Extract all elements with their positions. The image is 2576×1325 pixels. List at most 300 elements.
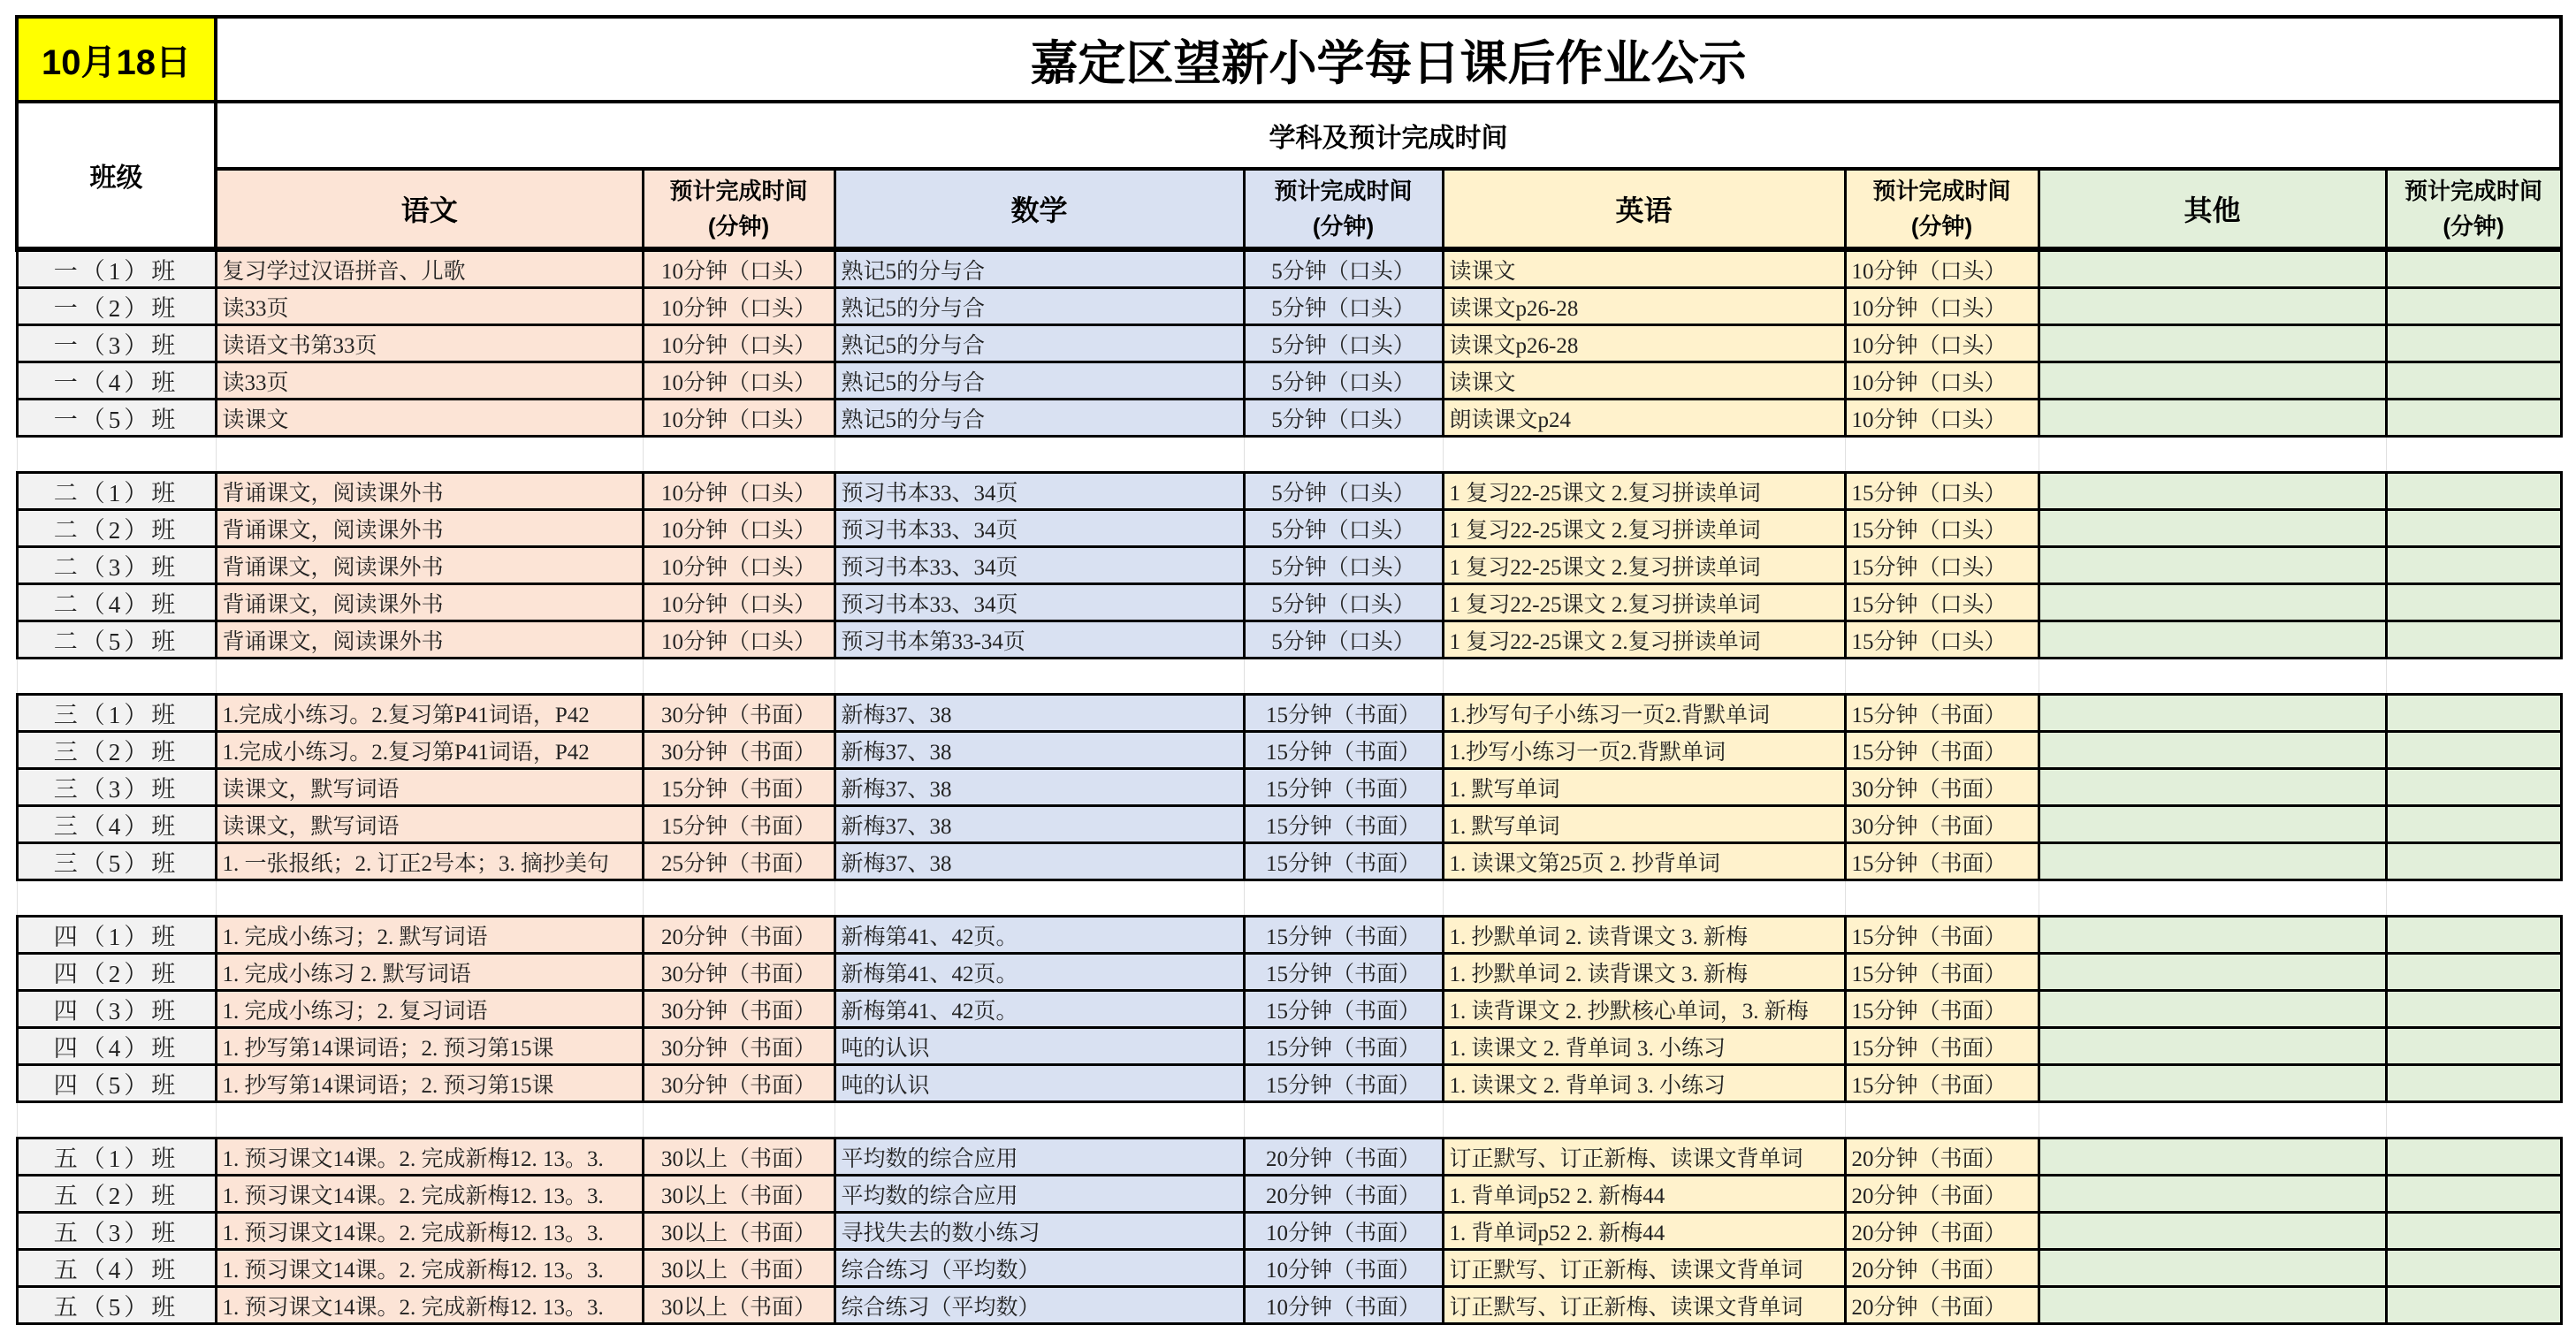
class-cell[interactable]: 一（3）班 [17, 325, 216, 362]
empty-cell [643, 659, 835, 695]
chinese-time[interactable]: 30以上（书面） [643, 1176, 835, 1213]
chinese-time[interactable]: 30分钟（书面） [643, 695, 835, 732]
empty-cell [2039, 659, 2386, 695]
empty-cell [835, 1102, 1244, 1138]
chinese-time[interactable]: 30以上（书面） [643, 1287, 835, 1324]
math-homework[interactable]: 寻找失去的数小练习 [835, 1213, 1244, 1250]
minutes-unit: (分钟) [1312, 213, 1375, 240]
other-time[interactable] [2386, 917, 2561, 954]
chinese-homework[interactable]: 1. 完成小练习 2. 默写词语 [216, 954, 643, 991]
math-homework[interactable]: 新梅37、38 [835, 843, 1244, 880]
other-homework[interactable] [2039, 288, 2386, 325]
math-homework[interactable]: 预习书本33、34页 [835, 584, 1244, 621]
math-time[interactable]: 10分钟（书面） [1244, 1287, 1443, 1324]
math-homework[interactable]: 新梅第41、42页。 [835, 954, 1244, 991]
empty-cell [643, 437, 835, 473]
chinese-homework[interactable]: 读33页 [216, 288, 643, 325]
english-time[interactable]: 15分钟（书面） [1845, 695, 2039, 732]
other-time[interactable] [2386, 249, 2561, 288]
class-cell[interactable]: 三（4）班 [17, 806, 216, 843]
other-homework[interactable] [2039, 1176, 2386, 1213]
english-time[interactable]: 20分钟（书面） [1845, 1138, 2039, 1176]
english-time[interactable]: 15分钟（书面） [1845, 954, 2039, 991]
chinese-time[interactable]: 30分钟（书面） [643, 1028, 835, 1065]
other-time[interactable] [2386, 584, 2561, 621]
other-time[interactable] [2386, 1250, 2561, 1287]
chinese-time-header [643, 169, 835, 249]
english-header: 英语 [1443, 169, 1845, 249]
english-time[interactable]: 15分钟（书面） [1845, 917, 2039, 954]
math-time[interactable]: 15分钟（书面） [1244, 806, 1443, 843]
english-time[interactable]: 15分钟（口头） [1845, 547, 2039, 584]
table-row [17, 621, 2561, 659]
group-spacer-row [17, 659, 2561, 695]
english-homework[interactable]: 1 复习22-25课文 2.复习拼读单词 [1443, 584, 1845, 621]
group-spacer-row [17, 1102, 2561, 1138]
other-time[interactable] [2386, 621, 2561, 659]
math-homework[interactable]: 新梅第41、42页。 [835, 917, 1244, 954]
math-time[interactable]: 5分钟（口头） [1244, 510, 1443, 547]
table-row [17, 473, 2561, 510]
empty-cell [643, 880, 835, 917]
other-homework[interactable] [2039, 1250, 2386, 1287]
chinese-time[interactable]: 15分钟（书面） [643, 806, 835, 843]
chinese-homework[interactable]: 读课文 [216, 400, 643, 437]
table-row [17, 1028, 2561, 1065]
english-homework[interactable]: 1. 默写单词 [1443, 806, 1845, 843]
english-time[interactable]: 15分钟（口头） [1845, 584, 2039, 621]
time-header-label: 预计完成时间 [2404, 178, 2542, 204]
empty-cell [1443, 880, 1845, 917]
chinese-homework[interactable]: 1. 完成小练习；2. 复习词语 [216, 991, 643, 1028]
chinese-time[interactable]: 10分钟（口头） [643, 362, 835, 400]
table-row [17, 991, 2561, 1028]
english-time[interactable]: 30分钟（书面） [1845, 806, 2039, 843]
english-homework[interactable]: 1 复习22-25课文 2.复习拼读单词 [1443, 621, 1845, 659]
math-homework[interactable]: 新梅第41、42页。 [835, 991, 1244, 1028]
english-homework[interactable]: 1.抄写句子小练习一页2.背默单词 [1443, 695, 1845, 732]
empty-cell [17, 880, 216, 917]
chinese-homework[interactable]: 1. 完成小练习；2. 默写词语 [216, 917, 643, 954]
group-spacer-row [17, 880, 2561, 917]
other-homework[interactable] [2039, 249, 2386, 288]
homework-table [15, 15, 2563, 1325]
english-homework[interactable]: 订正默写、订正新梅、读课文背单词 [1443, 1138, 1845, 1176]
empty-cell [1244, 659, 1443, 695]
math-homework[interactable]: 平均数的综合应用 [835, 1138, 1244, 1176]
class-cell[interactable]: 一（4）班 [17, 362, 216, 400]
empty-cell [1244, 1102, 1443, 1138]
empty-cell [2386, 1102, 2561, 1138]
math-homework[interactable]: 熟记5的分与合 [835, 362, 1244, 400]
math-time[interactable]: 5分钟（口头） [1244, 249, 1443, 288]
english-time[interactable]: 15分钟（口头） [1845, 621, 2039, 659]
other-homework[interactable] [2039, 991, 2386, 1028]
table-row [17, 843, 2561, 880]
other-homework[interactable] [2039, 1138, 2386, 1176]
math-time[interactable]: 5分钟（口头） [1244, 288, 1443, 325]
math-homework[interactable]: 熟记5的分与合 [835, 249, 1244, 288]
english-homework[interactable]: 1. 读课文 2. 背单词 3. 小练习 [1443, 1028, 1845, 1065]
other-time[interactable] [2386, 510, 2561, 547]
chinese-homework[interactable]: 1. 预习课文14课。2. 完成新梅12. 13。3. [216, 1138, 643, 1176]
english-homework[interactable]: 读课文p26-28 [1443, 288, 1845, 325]
other-homework[interactable] [2039, 1028, 2386, 1065]
english-time[interactable]: 10分钟（口头） [1845, 325, 2039, 362]
chinese-time[interactable]: 10分钟（口头） [643, 473, 835, 510]
class-cell[interactable]: 二（5）班 [17, 621, 216, 659]
math-time[interactable]: 15分钟（书面） [1244, 732, 1443, 769]
chinese-homework[interactable]: 1. 预习课文14课。2. 完成新梅12. 13。3. [216, 1213, 643, 1250]
math-time[interactable]: 15分钟（书面） [1244, 843, 1443, 880]
english-homework[interactable]: 1 复习22-25课文 2.复习拼读单词 [1443, 510, 1845, 547]
math-time[interactable]: 5分钟（口头） [1244, 325, 1443, 362]
english-homework[interactable]: 1 复习22-25课文 2.复习拼读单词 [1443, 473, 1845, 510]
other-time[interactable] [2386, 1065, 2561, 1102]
math-homework[interactable]: 预习书本33、34页 [835, 547, 1244, 584]
other-homework[interactable] [2039, 769, 2386, 806]
english-homework[interactable]: 1. 抄默单词 2. 读背课文 3. 新梅 [1443, 954, 1845, 991]
other-homework[interactable] [2039, 843, 2386, 880]
other-homework[interactable] [2039, 1287, 2386, 1324]
english-homework[interactable]: 1. 默写单词 [1443, 769, 1845, 806]
english-time[interactable]: 15分钟（口头） [1845, 510, 2039, 547]
empty-cell [1845, 659, 2039, 695]
english-time[interactable]: 20分钟（书面） [1845, 1287, 2039, 1324]
chinese-homework[interactable]: 1. 预习课文14课。2. 完成新梅12. 13。3. [216, 1250, 643, 1287]
other-time[interactable] [2386, 991, 2561, 1028]
english-time-header [1845, 169, 2039, 249]
chinese-homework[interactable]: 1.完成小练习。2.复习第P41词语，P42 [216, 732, 643, 769]
empty-cell [1443, 659, 1845, 695]
empty-cell [1845, 437, 2039, 473]
chinese-time[interactable]: 15分钟（书面） [643, 769, 835, 806]
chinese-time[interactable]: 10分钟（口头） [643, 325, 835, 362]
english-time[interactable]: 10分钟（口头） [1845, 400, 2039, 437]
class-cell[interactable]: 四（1）班 [17, 917, 216, 954]
empty-cell [1443, 1102, 1845, 1138]
table-row [17, 806, 2561, 843]
math-time-header [1244, 169, 1443, 249]
chinese-time[interactable]: 10分钟（口头） [643, 547, 835, 584]
table-row [17, 1213, 2561, 1250]
math-time[interactable]: 5分钟（口头） [1244, 400, 1443, 437]
chinese-homework[interactable]: 背诵课文，阅读课外书 [216, 510, 643, 547]
chinese-homework[interactable]: 1. 抄写第14课词语；2. 预习第15课 [216, 1028, 643, 1065]
table-row [17, 1065, 2561, 1102]
other-time[interactable] [2386, 325, 2561, 362]
other-time[interactable] [2386, 473, 2561, 510]
english-time[interactable]: 15分钟（书面） [1845, 1028, 2039, 1065]
english-time[interactable]: 10分钟（口头） [1845, 249, 2039, 288]
other-time[interactable] [2386, 547, 2561, 584]
english-homework[interactable]: 1. 背单词p52 2. 新梅44 [1443, 1176, 1845, 1213]
chinese-homework[interactable]: 1. 预习课文14课。2. 完成新梅12. 13。3. [216, 1176, 643, 1213]
other-time[interactable] [2386, 288, 2561, 325]
empty-cell [835, 880, 1244, 917]
chinese-time[interactable]: 30以上（书面） [643, 1138, 835, 1176]
class-cell[interactable]: 四（5）班 [17, 1065, 216, 1102]
table-row [17, 695, 2561, 732]
class-cell[interactable]: 三（5）班 [17, 843, 216, 880]
class-cell[interactable]: 二（3）班 [17, 547, 216, 584]
english-time[interactable]: 15分钟（书面） [1845, 991, 2039, 1028]
chinese-homework[interactable]: 读课文，默写词语 [216, 806, 643, 843]
chinese-time[interactable]: 30以上（书面） [643, 1250, 835, 1287]
english-homework[interactable]: 1.抄写小练习一页2.背默单词 [1443, 732, 1845, 769]
class-cell[interactable]: 五（2）班 [17, 1176, 216, 1213]
other-homework[interactable] [2039, 1065, 2386, 1102]
english-homework[interactable]: 读课文p26-28 [1443, 325, 1845, 362]
class-cell[interactable]: 五（5）班 [17, 1287, 216, 1324]
class-cell[interactable]: 四（2）班 [17, 954, 216, 991]
empty-cell [2039, 437, 2386, 473]
other-time-header [2386, 169, 2561, 249]
chinese-time[interactable]: 30分钟（书面） [643, 954, 835, 991]
english-homework[interactable]: 1. 抄默单词 2. 读背课文 3. 新梅 [1443, 917, 1845, 954]
other-homework[interactable] [2039, 325, 2386, 362]
math-homework[interactable]: 预习书本33、34页 [835, 473, 1244, 510]
english-time[interactable]: 15分钟（书面） [1845, 732, 2039, 769]
chinese-homework[interactable]: 1. 一张报纸；2. 订正2号本；3. 摘抄美句 [216, 843, 643, 880]
english-time[interactable]: 20分钟（书面） [1845, 1176, 2039, 1213]
empty-cell [17, 659, 216, 695]
other-time[interactable] [2386, 806, 2561, 843]
english-homework[interactable]: 读课文 [1443, 249, 1845, 288]
subject-time-header: 学科及预计完成时间 [216, 102, 2561, 169]
empty-cell [17, 1102, 216, 1138]
math-time[interactable]: 20分钟（书面） [1244, 1138, 1443, 1176]
class-cell[interactable]: 五（4）班 [17, 1250, 216, 1287]
page-title: 嘉定区望新小学每日课后作业公示 [216, 17, 2561, 102]
other-time[interactable] [2386, 843, 2561, 880]
minutes-unit: (分钟) [1910, 213, 1973, 240]
math-homework[interactable]: 综合练习（平均数） [835, 1287, 1244, 1324]
math-homework[interactable]: 熟记5的分与合 [835, 325, 1244, 362]
other-time[interactable] [2386, 954, 2561, 991]
chinese-time[interactable]: 30分钟（书面） [643, 991, 835, 1028]
chinese-time[interactable]: 30分钟（书面） [643, 1065, 835, 1102]
english-homework[interactable]: 1. 读背课文 2. 抄默核心单词，3. 新梅 [1443, 991, 1845, 1028]
other-homework[interactable] [2039, 954, 2386, 991]
table-row [17, 769, 2561, 806]
chinese-time[interactable]: 10分钟（口头） [643, 400, 835, 437]
table-row [17, 400, 2561, 437]
english-homework[interactable]: 1. 读课文 2. 背单词 3. 小练习 [1443, 1065, 1845, 1102]
english-homework[interactable]: 订正默写、订正新梅、读课文背单词 [1443, 1287, 1845, 1324]
class-cell[interactable]: 二（4）班 [17, 584, 216, 621]
other-time[interactable] [2386, 732, 2561, 769]
math-homework[interactable]: 新梅37、38 [835, 769, 1244, 806]
other-time[interactable] [2386, 1213, 2561, 1250]
group-spacer-row [17, 437, 2561, 473]
chinese-time[interactable]: 10分钟（口头） [643, 249, 835, 288]
english-homework[interactable]: 读课文 [1443, 362, 1845, 400]
math-time[interactable]: 15分钟（书面） [1244, 769, 1443, 806]
math-time[interactable]: 15分钟（书面） [1244, 917, 1443, 954]
class-header: 班级 [17, 102, 216, 249]
other-homework[interactable] [2039, 584, 2386, 621]
chinese-header: 语文 [216, 169, 643, 249]
table-row [17, 547, 2561, 584]
english-time[interactable]: 15分钟（口头） [1845, 473, 2039, 510]
table-row [17, 288, 2561, 325]
math-homework[interactable]: 预习书本33、34页 [835, 510, 1244, 547]
chinese-homework[interactable]: 1.完成小练习。2.复习第P41词语，P42 [216, 695, 643, 732]
other-time[interactable] [2386, 362, 2561, 400]
chinese-homework[interactable]: 背诵课文，阅读课外书 [216, 547, 643, 584]
math-time[interactable]: 15分钟（书面） [1244, 991, 1443, 1028]
chinese-time[interactable]: 25分钟（书面） [643, 843, 835, 880]
empty-cell [835, 437, 1244, 473]
math-homework[interactable]: 吨的认识 [835, 1028, 1244, 1065]
english-time[interactable]: 20分钟（书面） [1845, 1250, 2039, 1287]
other-time[interactable] [2386, 769, 2561, 806]
chinese-time[interactable]: 10分钟（口头） [643, 288, 835, 325]
other-homework[interactable] [2039, 362, 2386, 400]
other-homework[interactable] [2039, 400, 2386, 437]
math-time[interactable]: 10分钟（书面） [1244, 1250, 1443, 1287]
chinese-homework[interactable]: 读语文书第33页 [216, 325, 643, 362]
chinese-time[interactable]: 10分钟（口头） [643, 621, 835, 659]
other-time[interactable] [2386, 1138, 2561, 1176]
time-header-label: 预计完成时间 [669, 178, 808, 204]
other-homework[interactable] [2039, 806, 2386, 843]
table-row [17, 1138, 2561, 1176]
other-homework[interactable] [2039, 695, 2386, 732]
empty-cell [2386, 880, 2561, 917]
other-time[interactable] [2386, 1176, 2561, 1213]
date-cell: 10月18日 [17, 17, 216, 102]
other-homework[interactable] [2039, 732, 2386, 769]
english-homework[interactable]: 1. 读课文第25页 2. 抄背单词 [1443, 843, 1845, 880]
chinese-time[interactable]: 30以上（书面） [643, 1213, 835, 1250]
table-row [17, 954, 2561, 991]
minutes-unit: (分钟) [2443, 213, 2504, 240]
class-cell[interactable]: 四（3）班 [17, 991, 216, 1028]
empty-cell [643, 1102, 835, 1138]
table-row [17, 249, 2561, 288]
minutes-unit: (分钟) [707, 213, 770, 240]
chinese-time[interactable]: 10分钟（口头） [643, 510, 835, 547]
chinese-time[interactable]: 30分钟（书面） [643, 732, 835, 769]
chinese-homework[interactable]: 背诵课文，阅读课外书 [216, 621, 643, 659]
class-cell[interactable]: 一（1）班 [17, 249, 216, 288]
chinese-homework[interactable]: 1. 预习课文14课。2. 完成新梅12. 13。3. [216, 1287, 643, 1324]
math-homework[interactable]: 熟记5的分与合 [835, 400, 1244, 437]
other-time[interactable] [2386, 1028, 2561, 1065]
other-homework[interactable] [2039, 1213, 2386, 1250]
english-time[interactable]: 15分钟（书面） [1845, 1065, 2039, 1102]
empty-cell [2386, 659, 2561, 695]
other-homework[interactable] [2039, 473, 2386, 510]
empty-cell [17, 437, 216, 473]
math-time[interactable]: 15分钟（书面） [1244, 954, 1443, 991]
class-cell[interactable]: 五（3）班 [17, 1213, 216, 1250]
other-homework[interactable] [2039, 547, 2386, 584]
english-time[interactable]: 10分钟（口头） [1845, 362, 2039, 400]
math-header: 数学 [835, 169, 1244, 249]
class-cell[interactable]: 三（2）班 [17, 732, 216, 769]
empty-cell [2039, 880, 2386, 917]
chinese-homework[interactable]: 背诵课文，阅读课外书 [216, 584, 643, 621]
english-time[interactable]: 30分钟（书面） [1845, 769, 2039, 806]
other-homework[interactable] [2039, 917, 2386, 954]
class-cell[interactable]: 二（1）班 [17, 473, 216, 510]
math-homework[interactable]: 平均数的综合应用 [835, 1176, 1244, 1213]
english-time[interactable]: 20分钟（书面） [1845, 1213, 2039, 1250]
math-homework[interactable]: 吨的认识 [835, 1065, 1244, 1102]
table-row [17, 732, 2561, 769]
english-time[interactable]: 10分钟（口头） [1845, 288, 2039, 325]
other-homework[interactable] [2039, 510, 2386, 547]
math-time[interactable]: 15分钟（书面） [1244, 695, 1443, 732]
math-homework[interactable]: 新梅37、38 [835, 732, 1244, 769]
empty-cell [835, 659, 1244, 695]
empty-cell [1244, 880, 1443, 917]
math-time[interactable]: 5分钟（口头） [1244, 362, 1443, 400]
chinese-homework[interactable]: 背诵课文，阅读课外书 [216, 473, 643, 510]
class-cell[interactable]: 三（1）班 [17, 695, 216, 732]
other-homework[interactable] [2039, 621, 2386, 659]
empty-cell [216, 659, 643, 695]
math-time[interactable]: 5分钟（口头） [1244, 473, 1443, 510]
chinese-homework[interactable]: 复习学过汉语拼音、儿歌 [216, 249, 643, 288]
empty-cell [1443, 437, 1845, 473]
chinese-time[interactable]: 10分钟（口头） [643, 584, 835, 621]
chinese-homework[interactable]: 读33页 [216, 362, 643, 400]
math-time[interactable]: 20分钟（书面） [1244, 1176, 1443, 1213]
math-homework[interactable]: 综合练习（平均数） [835, 1250, 1244, 1287]
english-homework[interactable]: 1 复习22-25课文 2.复习拼读单词 [1443, 547, 1845, 584]
chinese-time[interactable]: 20分钟（书面） [643, 917, 835, 954]
empty-cell [2039, 1102, 2386, 1138]
math-time[interactable]: 5分钟（口头） [1244, 584, 1443, 621]
english-time[interactable]: 15分钟（书面） [1845, 843, 2039, 880]
math-homework[interactable]: 熟记5的分与合 [835, 288, 1244, 325]
table-row [17, 917, 2561, 954]
english-homework[interactable]: 1. 背单词p52 2. 新梅44 [1443, 1213, 1845, 1250]
class-cell[interactable]: 一（5）班 [17, 400, 216, 437]
math-time[interactable]: 10分钟（书面） [1244, 1213, 1443, 1250]
math-time[interactable]: 5分钟（口头） [1244, 547, 1443, 584]
math-homework[interactable]: 新梅37、38 [835, 695, 1244, 732]
class-cell[interactable]: 五（1）班 [17, 1138, 216, 1176]
empty-cell [1845, 1102, 2039, 1138]
math-time[interactable]: 15分钟（书面） [1244, 1028, 1443, 1065]
math-homework[interactable]: 新梅37、38 [835, 806, 1244, 843]
chinese-homework[interactable]: 1. 抄写第14课词语；2. 预习第15课 [216, 1065, 643, 1102]
class-cell[interactable]: 三（3）班 [17, 769, 216, 806]
empty-cell [216, 1102, 643, 1138]
table-row [17, 362, 2561, 400]
other-time[interactable] [2386, 400, 2561, 437]
table-row [17, 510, 2561, 547]
class-cell[interactable]: 一（2）班 [17, 288, 216, 325]
chinese-homework[interactable]: 读课文，默写词语 [216, 769, 643, 806]
english-homework[interactable]: 朗读课文p24 [1443, 400, 1845, 437]
class-cell[interactable]: 二（2）班 [17, 510, 216, 547]
math-time[interactable]: 5分钟（口头） [1244, 621, 1443, 659]
other-time[interactable] [2386, 695, 2561, 732]
table-row [17, 325, 2561, 362]
other-time[interactable] [2386, 1287, 2561, 1324]
math-homework[interactable]: 预习书本第33-34页 [835, 621, 1244, 659]
math-time[interactable]: 15分钟（书面） [1244, 1065, 1443, 1102]
class-cell[interactable]: 四（4）班 [17, 1028, 216, 1065]
table-row [17, 1287, 2561, 1324]
english-homework[interactable]: 订正默写、订正新梅、读课文背单词 [1443, 1250, 1845, 1287]
